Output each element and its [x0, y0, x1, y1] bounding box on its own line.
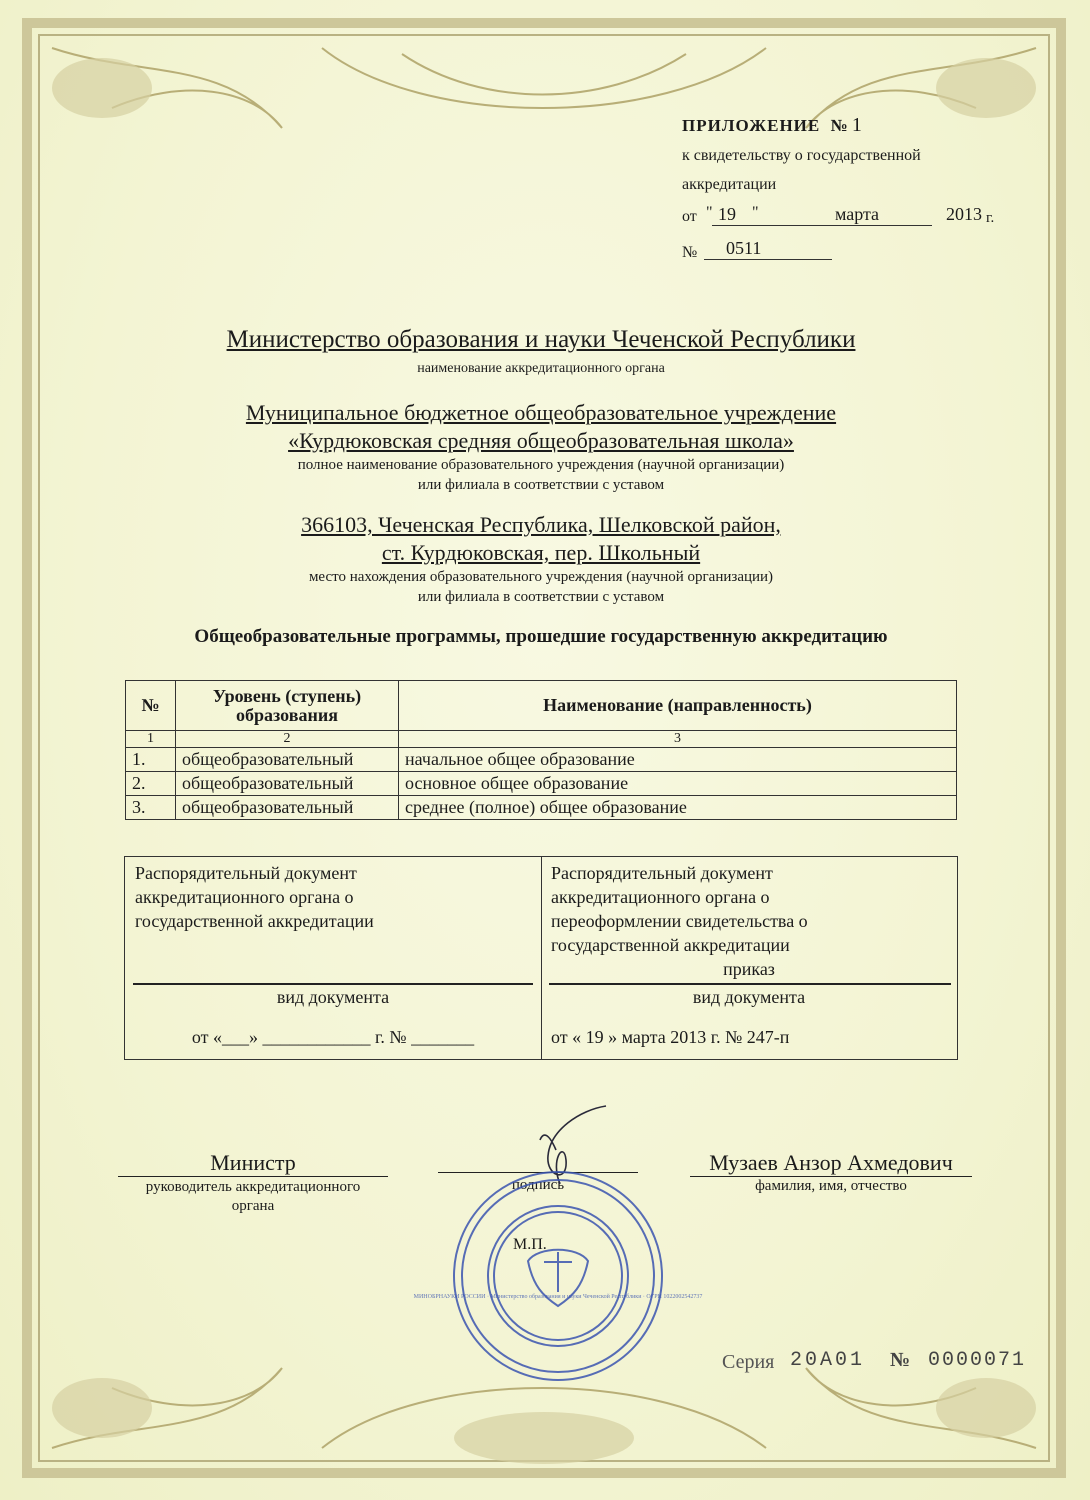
appendix-no-sign: № — [830, 116, 848, 135]
header-number: № — [126, 681, 176, 731]
row-number: 3. — [126, 796, 176, 820]
institution-line2-wrap — [0, 428, 1082, 454]
series-value: 20А01 — [790, 1349, 866, 1372]
right-doc-title — [551, 861, 808, 957]
right-doc-title-line: государственной аккредитации — [551, 935, 790, 955]
ministry-caption: наименование аккредитационного органа — [417, 361, 665, 376]
row-program: основное общее образование — [399, 772, 957, 796]
date-close-quote: " — [752, 204, 759, 221]
date-day: 19 — [712, 204, 790, 226]
date-open-quote: " — [706, 204, 713, 221]
institution-line1-wrap — [0, 400, 1082, 426]
header-level: Уровень (ступень) образования — [176, 681, 399, 731]
appendix-label: ПРИЛОЖЕНИЕ — [682, 116, 821, 135]
row-level: общеобразовательный — [176, 748, 399, 772]
institution-line1: Муниципальное бюджетное общеобразовательное учреждение — [245, 400, 837, 425]
address-line1-wrap — [0, 512, 1082, 538]
left-doc-kind-caption: вид документа — [276, 987, 390, 1007]
signer-name-caption: фамилия, имя, отчество — [755, 1178, 907, 1194]
official-seal — [413, 1166, 703, 1386]
documents-box — [124, 856, 958, 1060]
left-doc-title — [135, 861, 374, 933]
right-doc-kind-caption: вид документа — [692, 987, 806, 1007]
address-caption2: или филиала в соответствии с уставом — [417, 589, 665, 605]
row-number: 1. — [126, 748, 176, 772]
institution-line2: «Курдюковская средняя общеобразовательная школа» — [288, 428, 794, 453]
left-doc-date-number: от «___» ____________ г. № _______ — [191, 1027, 475, 1047]
appendix-to-line1: к свидетельству о государственной — [682, 147, 921, 164]
header-name: Наименование (направленность) — [399, 681, 957, 731]
signature-caption: подпись — [511, 1177, 565, 1193]
table-row — [126, 796, 957, 820]
signer-position: Министр — [118, 1150, 388, 1177]
date-year-suffix: г. — [986, 210, 995, 226]
left-doc-title-line: государственной аккредитации — [135, 911, 374, 931]
row-program: среднее (полное) общее образование — [399, 796, 957, 820]
series-block — [722, 1349, 1032, 1375]
appendix-number: 1 — [851, 114, 862, 136]
signer-position-caption — [108, 1178, 398, 1216]
position-caption-line: органа — [231, 1198, 275, 1214]
series-number-sign: № — [890, 1349, 911, 1371]
number-sign: № — [682, 244, 698, 261]
row-level: общеобразовательный — [176, 796, 399, 820]
ministry-name-wrap — [0, 326, 1082, 354]
row-number: 2. — [126, 772, 176, 796]
table-row — [126, 748, 957, 772]
appendix-heading — [682, 114, 862, 137]
left-doc-title-line: Распорядительный документ — [135, 863, 357, 883]
signer-name: Музаев Анзор Ахмедович — [690, 1150, 972, 1177]
address-caption1: место нахождения образовательного учреждения (научной организации) — [308, 569, 774, 585]
appendix-to-line2: аккредитации — [682, 176, 777, 193]
left-doc-title-line: аккредитационного органа о — [135, 887, 354, 907]
address-line2-wrap — [0, 540, 1082, 566]
right-doc-title-line: переоформлении свидетельства о — [551, 911, 808, 931]
programs-title: Общеобразовательные программы, прошедшие государственную аккредитацию — [194, 626, 888, 647]
series-label: Серия — [722, 1351, 775, 1373]
row-level: общеобразовательный — [176, 772, 399, 796]
table-index-row — [126, 731, 957, 748]
date-from: от — [682, 208, 697, 225]
position-caption-line: руководитель аккредитационного — [145, 1179, 361, 1195]
address-line1: 366103, Чеченская Республика, Шелковской район, — [301, 512, 781, 537]
table-row — [126, 772, 957, 796]
programs-table — [125, 680, 957, 820]
right-doc-title-line: аккредитационного органа о — [551, 887, 770, 907]
row-program: начальное общее образование — [399, 748, 957, 772]
seal-mark-label: М.П. — [513, 1236, 547, 1253]
right-doc-date-number: от « 19 » марта 2013 г. № 247-п — [551, 1027, 790, 1047]
right-doc-kind: приказ — [723, 959, 775, 979]
appendix-number-line — [682, 238, 842, 262]
series-number: 0000071 — [928, 1349, 1027, 1372]
institution-caption1: полное наименование образовательного учреждения (научной организации) — [297, 457, 785, 473]
documents-divider — [541, 857, 542, 1059]
seal-text: МИНОБРНАУКИ РОССИИ · Министерство образования и науки Чеченской Республики · ОГРН 1022002542737 — [413, 1294, 703, 1300]
ministry-name: Министерство образования и науки Чеченской Республики — [226, 326, 856, 353]
index-cell: 2 — [176, 731, 399, 748]
left-doc-kind-line — [133, 983, 533, 985]
appendix-reg-number: 0511 — [704, 238, 832, 260]
address-line2: ст. Курдюковская, пер. Школьный — [381, 540, 701, 565]
index-cell: 1 — [126, 731, 176, 748]
appendix-date — [682, 204, 1002, 228]
right-doc-kind-line — [549, 983, 951, 985]
table-header-row — [126, 681, 957, 731]
index-cell: 3 — [399, 731, 957, 748]
institution-caption2: или филиала в соответствии с уставом — [417, 477, 665, 493]
date-month: марта — [782, 204, 932, 226]
right-doc-title-line: Распорядительный документ — [551, 863, 773, 883]
date-year: 2013 — [946, 204, 982, 224]
